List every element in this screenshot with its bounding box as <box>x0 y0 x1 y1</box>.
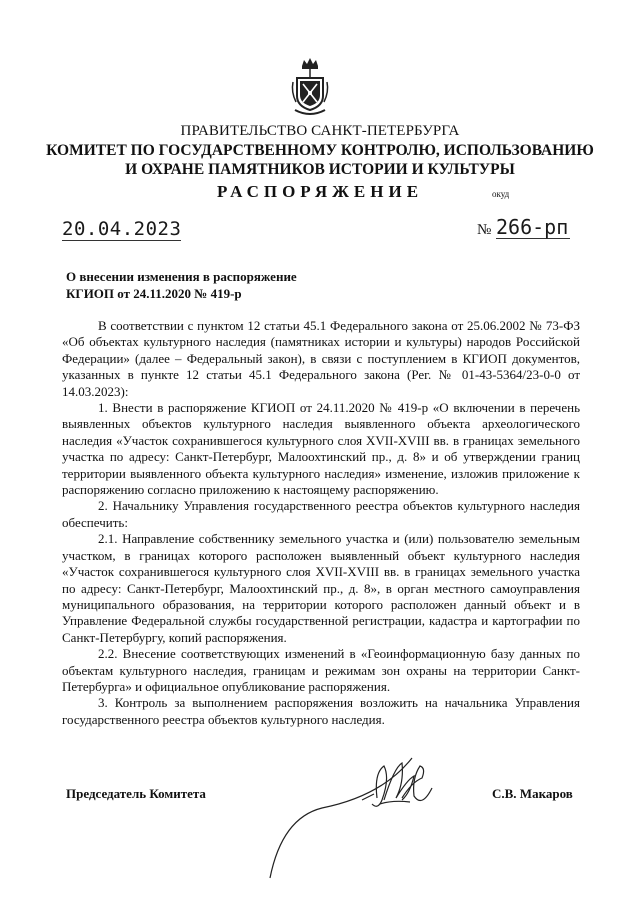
coat-of-arms-emblem <box>290 56 330 118</box>
handwritten-date: 20.04.2023 <box>62 218 182 240</box>
paragraph-item-1: 1. Внести в распоряжение КГИОП от 24.11.2020 № 419-р «О включении в перечень выявленных объектов культурного наследия выявленного объекта археологического наследия «Участок сохранившегося культурного слоя XVII-XVIII вв. в границах земельного участка по адресу: Санкт-Петербург, Малоохтинский пр., д. 8» и об утверждении границ территории выявленного объекта культурного наследия» изменение, изложив приложение к распоряжению согласно приложению к настоящему распоряжению. <box>62 400 580 498</box>
signer-name: С.В. Макаров <box>492 786 573 801</box>
document-type-title: РАСПОРЯЖЕНИЕ <box>216 182 424 201</box>
subject-line2: КГИОП от 24.11.2020 № 419-р <box>66 286 242 301</box>
document-body <box>62 318 580 728</box>
committee-name-line2: И ОХРАНЕ ПАМЯТНИКОВ ИСТОРИИ И КУЛЬТУРЫ <box>125 161 515 178</box>
paragraph-item-2-1: 2.1. Направление собственнику земельного участка и (или) пользователю земельным участком, в границах которого расположен выявленный объект культурного наследия «Участок сохранившегося культурного слоя XVII-XVIII вв. в границах земельного участка по адресу: Санкт-Петербург, Малоохтинский пр., д. 8», в орган местного самоуправления муниципального образования, на территории которого расположен данный объект и в Управление Федеральной службы государственной регистрации, кадастра и картографии по Санкт-Петербургу, копий распоряжения. <box>62 531 580 645</box>
subject-line1: О внесении изменения в распоряжение <box>66 269 297 284</box>
handwritten-number: 266-рп <box>496 215 569 239</box>
paragraph-item-3: 3. Контроль за выполнением распоряжения возложить на начальника Управления государственного реестра объектов культурного наследия. <box>62 695 580 727</box>
paragraph-item-2-2: 2.2. Внесение соответствующих изменений в «Геоинформационную базу данных по объектам культурного наследия, границам и режимам зон охраны на территории Санкт-Петербурга» и официальное опубликование распоряжения. <box>62 646 580 694</box>
committee-name-line1: КОМИТЕТ ПО ГОСУДАРСТВЕННОМУ КОНТРОЛЮ, ИСПОЛЬЗОВАНИЮ <box>46 142 594 159</box>
signer-position: Председатель Комитета <box>66 786 206 801</box>
paragraph-preamble: В соответствии с пунктом 12 статьи 45.1 Федерального закона от 25.06.2002 № 73-ФЗ «Об объектах культурного наследия (памятниках истории и культуры) народов Российской Федерации» (далее – Федеральный закон), в связи с поступлением в КГИОП документов, указанных в пункте 12 статьи 45.1 Федерального закона (Рег. № 01-43-5364/23-0-0 от 14.03.2023): <box>62 318 580 399</box>
government-name: ПРАВИТЕЛЬСТВО САНКТ-ПЕТЕРБУРГА <box>180 123 460 139</box>
okud-label: окуд <box>492 189 510 199</box>
handwritten-signature <box>262 738 462 888</box>
document-subject <box>66 268 297 302</box>
paragraph-item-2: 2. Начальнику Управления государственного реестра объектов культурного наследия обеспечить: <box>62 498 580 530</box>
number-sign: № <box>477 222 492 238</box>
